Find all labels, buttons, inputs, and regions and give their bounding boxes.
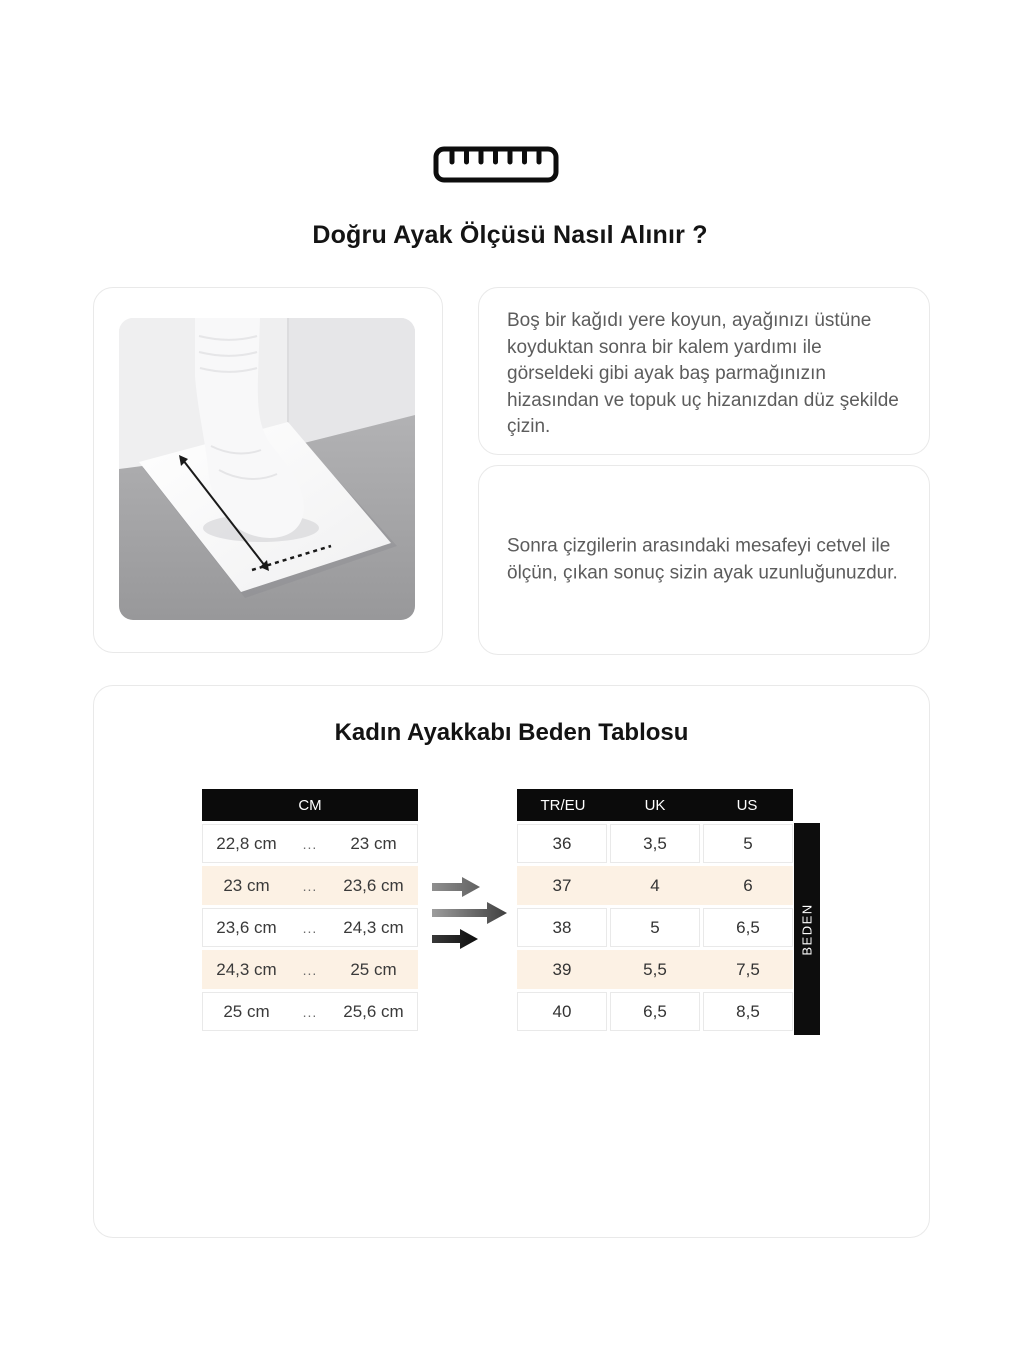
instruction-card-draw — [478, 287, 930, 455]
table-row — [517, 908, 793, 947]
cm-table — [202, 789, 418, 1034]
col-header-us: US — [736, 796, 758, 814]
table-row — [517, 866, 793, 905]
size-us: 5 — [703, 824, 793, 863]
measurement-photo-card — [93, 287, 443, 653]
cm-table-header: CM — [202, 789, 418, 821]
instruction-text-draw: Boş bir kağıdı yere koyun, ayağınızı üstüne koyduktan sonra bir kalem yardımı ile görseldeki gibi ayak baş parmağınızın hizasından ve topuk uç hizanızdan düz şekilde çizin. — [507, 310, 899, 437]
cm-from: 24,3 cm — [216, 959, 277, 979]
cm-from: 22,8 cm — [216, 833, 277, 853]
table-row — [202, 950, 418, 989]
size-uk: 4 — [610, 866, 700, 905]
size-uk: 6,5 — [610, 992, 700, 1031]
cm-from: 25 cm — [223, 1001, 270, 1021]
range-separator: ... — [302, 961, 318, 978]
size-uk: 5,5 — [610, 950, 700, 989]
cm-from: 23,6 cm — [216, 917, 277, 937]
table-row — [202, 992, 418, 1031]
size-us: 6 — [703, 866, 793, 905]
cm-from: 23 cm — [223, 875, 270, 895]
range-separator: ... — [302, 835, 318, 852]
cm-to: 25,6 cm — [343, 1001, 404, 1021]
beden-label-text: BEDEN — [799, 902, 815, 956]
size-uk: 3,5 — [610, 824, 700, 863]
cm-to: 24,3 cm — [343, 917, 404, 937]
size-treu: 37 — [517, 866, 607, 905]
size-treu: 40 — [517, 992, 607, 1031]
table-row — [202, 824, 418, 863]
size-treu: 39 — [517, 950, 607, 989]
size-uk: 5 — [610, 908, 700, 947]
size-treu: 36 — [517, 824, 607, 863]
size-us: 6,5 — [703, 908, 793, 947]
cm-to: 23 cm — [350, 833, 397, 853]
page-title: Doğru Ayak Ölçüsü Nasıl Alınır ? — [312, 221, 708, 249]
instruction-card-measure — [478, 465, 930, 655]
size-table-title: Kadın Ayakkabı Beden Tablosu — [334, 719, 689, 746]
range-separator: ... — [302, 919, 318, 936]
table-row — [517, 824, 793, 863]
size-conversion-table — [517, 789, 793, 1034]
foot-measurement-photo — [119, 318, 415, 620]
col-header-uk: UK — [644, 796, 666, 814]
size-us: 8,5 — [703, 992, 793, 1031]
range-separator: ... — [302, 1003, 318, 1020]
size-table-card — [93, 685, 930, 1238]
table-row — [517, 992, 793, 1031]
instruction-text-measure: Sonra çizgilerin arasındaki mesafeyi cetvel ile ölçün, çıkan sonuç sizin ayak uzunluğunuzdur. — [507, 535, 898, 583]
size-table-header-row — [517, 789, 793, 821]
table-row — [202, 866, 418, 905]
beden-side-label — [794, 823, 820, 1035]
ruler-icon — [0, 146, 1006, 183]
cm-to: 25 cm — [350, 959, 397, 979]
cm-to: 23,6 cm — [343, 875, 404, 895]
size-us: 7,5 — [703, 950, 793, 989]
range-separator: ... — [302, 877, 318, 894]
size-treu: 38 — [517, 908, 607, 947]
table-row — [517, 950, 793, 989]
conversion-arrows-icon — [430, 869, 515, 959]
table-row — [202, 908, 418, 947]
col-header-treu: TR/EU — [540, 796, 586, 814]
